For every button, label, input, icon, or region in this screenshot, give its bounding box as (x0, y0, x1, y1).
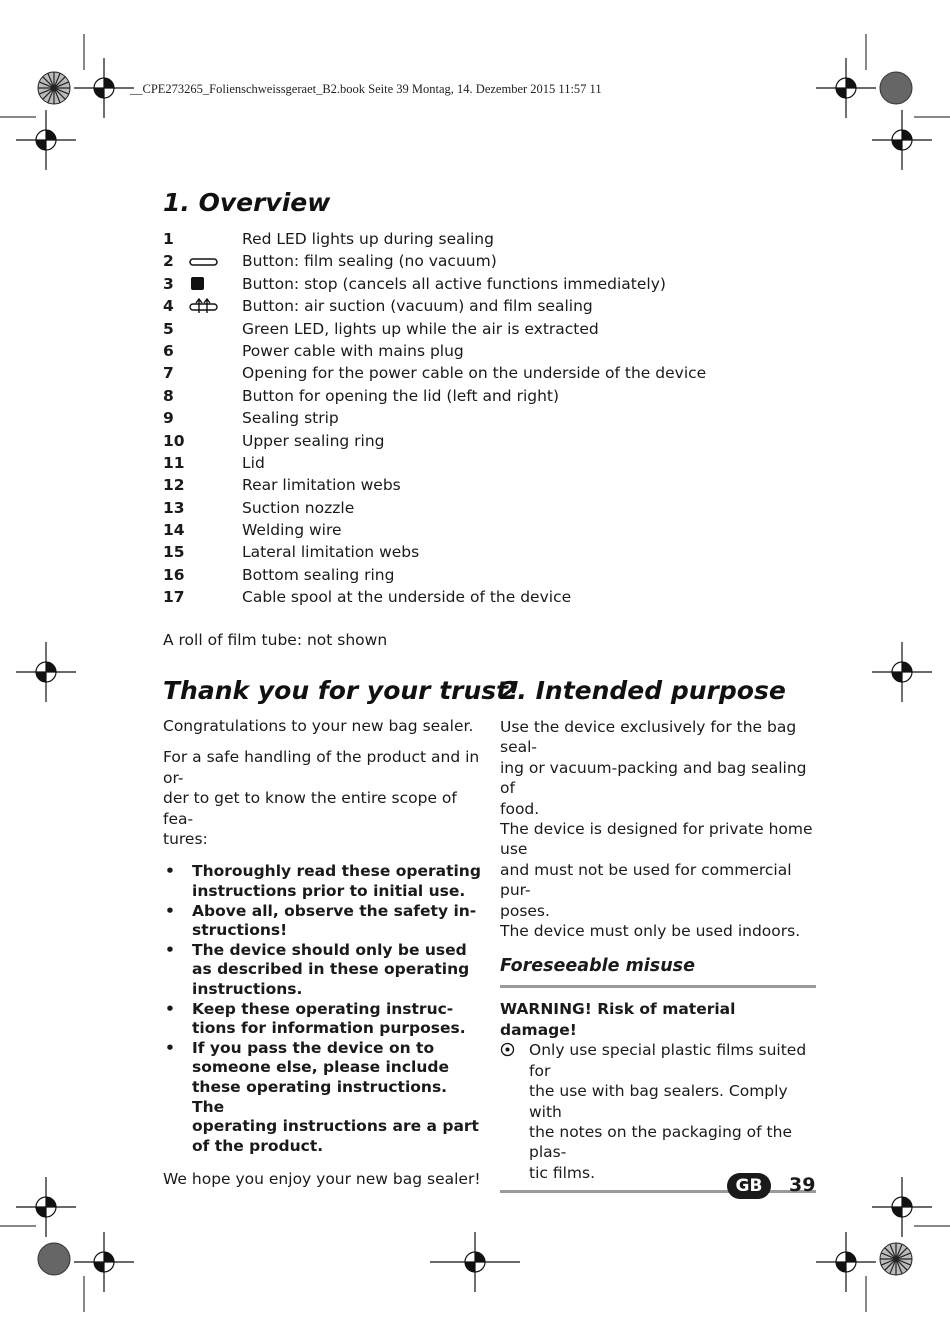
sunburst-mark-top-left (36, 70, 72, 106)
stop-square-icon (189, 277, 219, 291)
overview-item-text: Bottom sealing ring (242, 565, 395, 584)
text-line: tures: (163, 830, 208, 849)
overview-item-number: 11 (163, 453, 185, 472)
overview-item-text: Sealing strip (242, 409, 339, 428)
thanks-lead (163, 747, 481, 849)
crosshair-mark-top-right (816, 58, 876, 118)
text-line: For a safe handling of the product and in or- (163, 748, 480, 787)
bullet-item (163, 902, 481, 941)
overview-heading: 1. Overview (163, 188, 331, 217)
text-line: and must not be used for commercial pur- (500, 860, 792, 900)
text-line: someone else, please include (192, 1058, 449, 1077)
warning-item (500, 1040, 816, 1183)
text-line: instructions prior to initial use. (192, 882, 466, 901)
circled-dot-icon (500, 1042, 515, 1057)
sunburst-mark-bottom-right (878, 1241, 914, 1277)
bullet-dot-icon: • (165, 862, 175, 881)
overview-item (163, 541, 783, 563)
overview-item-text: Lid (242, 453, 265, 472)
overview-item-number: 3 (163, 274, 174, 293)
text-line: poses. (500, 901, 550, 920)
text-line: instructions. (192, 980, 303, 998)
overview-item-text: Button: stop (cancels all active functions immediately) (242, 274, 666, 293)
purpose-section (500, 676, 816, 1193)
overview-item (163, 519, 783, 541)
bullet-item (163, 1000, 481, 1039)
thanks-heading: Thank you for your trust! (163, 676, 520, 705)
language-badge: GB (727, 1173, 771, 1199)
overview-item-number: 5 (163, 319, 174, 338)
purpose-text (500, 717, 816, 941)
text-line: Keep these operating instruc- (192, 999, 454, 1018)
overview-item-text: Welding wire (242, 521, 342, 540)
overview-item-text: Upper sealing ring (242, 431, 385, 450)
overview-item-number: 4 (163, 297, 174, 316)
bullet-item (163, 862, 481, 901)
bullet-item (163, 941, 481, 1000)
crosshair-mark-top-left (74, 58, 134, 118)
text-line: as described in these operating (192, 960, 470, 979)
gray-disc-mark-top-right (878, 70, 914, 106)
text-line: Use the device exclusively for the bag seal- (500, 718, 797, 757)
vacuum-seal-icon (189, 298, 219, 314)
text-line: der to get to know the entire scope of fea- (163, 789, 457, 828)
text-line: Only use special plastic films suited for (529, 1041, 807, 1080)
overview-note: A roll of film tube: not shown (163, 631, 388, 649)
overview-item-text: Red LED lights up during sealing (242, 230, 494, 248)
text-line: ing or vacuum-packing and bag sealing of (500, 758, 807, 798)
overview-item (163, 407, 783, 429)
overview-item (163, 430, 783, 452)
thanks-intro: Congratulations to your new bag sealer. (163, 717, 474, 735)
overview-item (163, 452, 783, 474)
overview-item-number: 10 (163, 431, 185, 450)
crosshair-mark-bottom-right (816, 1232, 876, 1292)
text-line: Thoroughly read these operating (192, 862, 481, 881)
crosshair-mark-left-upper (16, 110, 76, 170)
text-line: of the product. (192, 1136, 324, 1155)
text-line: Above all, observe the safety in- (192, 901, 477, 920)
text-line: the use with bag sealers. Comply with (529, 1082, 788, 1121)
overview-item-number: 7 (163, 364, 174, 383)
overview-item-text: Rear limitation webs (242, 476, 401, 495)
overview-item-text: Opening for the power cable on the underside of the device (242, 364, 707, 383)
overview-item-number: 1 (163, 230, 174, 248)
overview-item (163, 586, 783, 608)
crosshair-mark-right-middle (872, 642, 932, 702)
overview-item-number: 9 (163, 409, 174, 428)
overview-item-number: 8 (163, 386, 174, 405)
overview-item-number: 13 (163, 498, 185, 517)
overview-item-number: 2 (163, 252, 174, 271)
page-number: 39 (789, 1174, 816, 1196)
bullet-dot-icon: • (165, 999, 175, 1018)
overview-item (163, 362, 783, 384)
overview-item-text: Suction nozzle (242, 498, 355, 517)
overview-item-number: 15 (163, 543, 185, 562)
bullet-dot-icon: • (165, 940, 175, 959)
text-line: WARNING! Risk of material (500, 1000, 736, 1019)
film-seal-icon (189, 255, 219, 269)
bullet-item (163, 1039, 481, 1157)
text-line: structions! (192, 921, 288, 940)
bullet-dot-icon: • (165, 901, 175, 920)
misuse-heading: Foreseeable misuse (500, 956, 695, 977)
thanks-closing: We hope you enjoy your new bag sealer! (163, 1170, 481, 1189)
overview-item-number: 17 (163, 588, 185, 607)
overview-item (163, 340, 783, 362)
overview-item (163, 228, 783, 250)
crosshair-mark-bottom-left (74, 1232, 134, 1292)
text-line: tions for information purposes. (192, 1019, 466, 1038)
crosshair-mark-right-lower (872, 1177, 932, 1237)
text-line: damage! (500, 1020, 577, 1039)
crosshair-mark-left-lower (16, 1177, 76, 1237)
thanks-bullet-list (163, 862, 481, 1156)
overview-item (163, 295, 783, 317)
overview-item (163, 318, 783, 340)
bullet-dot-icon: • (165, 1038, 175, 1057)
text-line: The device should only be used (192, 940, 467, 959)
overview-item (163, 474, 783, 496)
text-line: food. (500, 799, 540, 818)
overview-item-text: Green LED, lights up while the air is extracted (242, 319, 599, 338)
overview-item-text: Button: film sealing (no vacuum) (242, 252, 497, 271)
overview-item-text: Lateral limitation webs (242, 543, 420, 562)
crosshair-mark-left-middle (16, 642, 76, 702)
purpose-heading: 2. Intended purpose (500, 676, 786, 705)
text-line: If you pass the device on to (192, 1038, 435, 1057)
overview-item-number: 12 (163, 476, 185, 495)
overview-item-number: 14 (163, 521, 185, 540)
overview-item (163, 564, 783, 586)
overview-item-number: 6 (163, 341, 174, 360)
text-line: operating instructions are a part (192, 1117, 479, 1136)
crosshair-mark-right-upper (872, 110, 932, 170)
gray-disc-mark-bottom-left (36, 1241, 72, 1277)
text-line: The device must only be used indoors. (500, 922, 801, 941)
overview-item-number: 16 (163, 565, 185, 584)
overview-item-text: Cable spool at the underside of the device (242, 588, 572, 607)
overview-item (163, 497, 783, 519)
warning-top-rule (500, 985, 816, 988)
text-line: tic films. (529, 1163, 596, 1182)
overview-item (163, 385, 783, 407)
warning-title (500, 999, 816, 1040)
overview-item (163, 273, 783, 295)
text-line: these operating instructions. The (192, 1077, 448, 1116)
overview-item (163, 250, 783, 272)
overview-item-text: Power cable with mains plug (242, 341, 464, 360)
crosshair-mark-bottom-center (430, 1232, 520, 1292)
overview-item-text: Button for opening the lid (left and right) (242, 386, 560, 405)
overview-list (163, 228, 783, 609)
text-line: the notes on the packaging of the plas- (529, 1122, 792, 1162)
overview-item-text: Button: air suction (vacuum) and film sealing (242, 297, 593, 316)
text-line: The device is designed for private home use (500, 820, 813, 859)
print-info-line: __CPE273265_Folienschweissgeraet_B2.book Seite 39 Montag, 14. Dezember 2015 11:57 11 (130, 82, 602, 96)
